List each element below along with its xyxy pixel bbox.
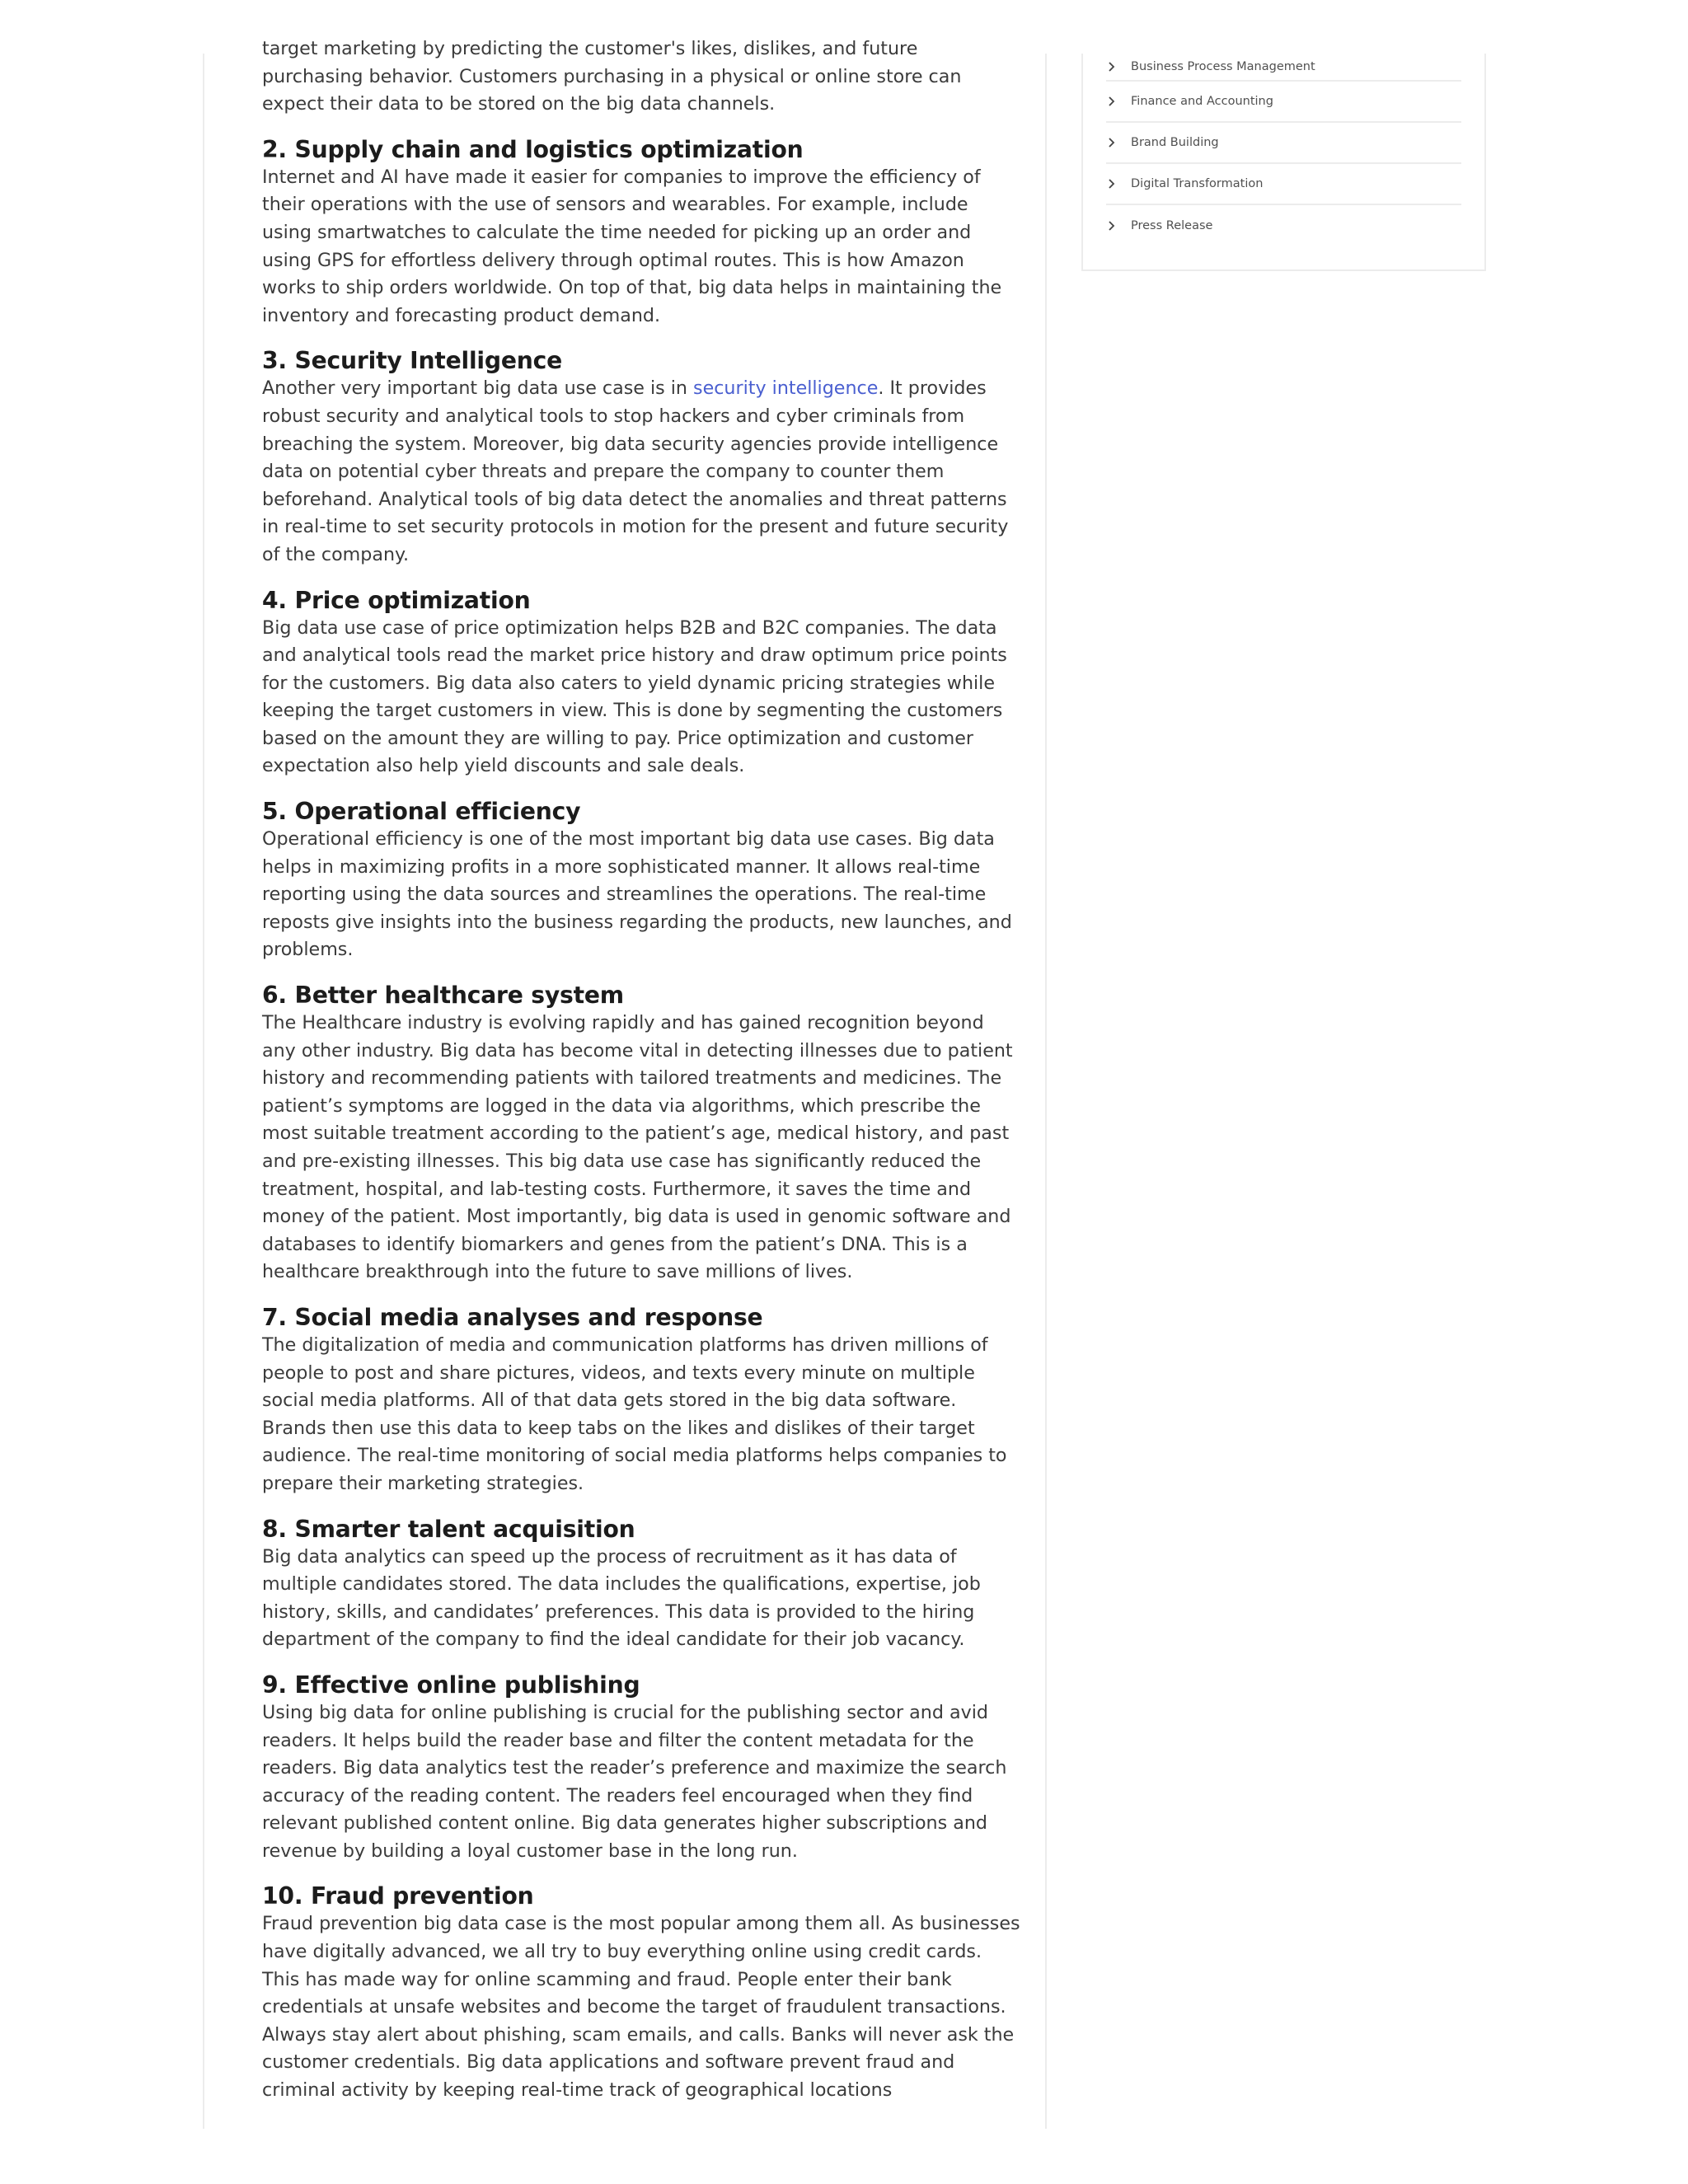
- section-fraud-prevention: [262, 1882, 1020, 2104]
- section-security-intelligence: [262, 347, 1020, 569]
- section-paragraph: Big data use case of price optimization helps B2B and B2C companies. The data and analytical tools read the market price history and draw optimum price points for the customers. Big data also caters to yield dynamic pricing strategies while keeping the target customers in view. This is done by segmenting the customers based on the amount they are willing to pay. Price optimization and customer expectation also help yield discounts and sale deals.: [262, 616, 1007, 777]
- intro-line: expect their data to be stored on the big data channels.: [262, 93, 776, 115]
- intro-line: target marketing by predicting the customer's likes, dislikes, and future: [262, 38, 918, 59]
- chevron-right-icon: [1106, 137, 1118, 148]
- section-heading: 10. Fraud prevention: [262, 1882, 534, 1910]
- section-talent-acquisition: [262, 1516, 1020, 1654]
- section-heading: 9. Effective online publishing: [262, 1671, 640, 1699]
- section-paragraph: Fraud prevention big data case is the most popular among them all. As businesses have digitally advanced, we all try to buy everything online using credit cards. This has made way for online scamming and fraud. People enter their bank credentials at unsafe websites and become the target of fraudulent transactions. Always stay alert about phishing, scam emails, and calls. Banks will never ask the customer credentials. Big data applications and software prevent fraud and criminal activity by keeping real-time track of geographical locations: [262, 1913, 1020, 2102]
- paragraph-text: . It provides robust security and analytical tools to stop hackers and cyber criminals from breaching the system. Moreover, big data security agencies provide intelligence data on potential cyber threats and prepare the company to counter them beforehand. Analytical tools of big data detect the anomalies and threat patterns in real-time to set security protocols in motion for the present and future security of the company.: [262, 377, 1009, 565]
- section-heading: 8. Smarter talent acquisition: [262, 1515, 635, 1543]
- section-heading: 4. Price optimization: [262, 586, 531, 614]
- section-price-optimization: [262, 587, 1020, 781]
- section-operational-efficiency: [262, 798, 1020, 964]
- section-heading: 5. Operational efficiency: [262, 798, 581, 826]
- section-social-media: [262, 1304, 1020, 1498]
- paragraph-text: Another very important big data use case is in: [262, 377, 694, 400]
- chevron-right-icon: [1106, 220, 1118, 232]
- category-item-press-release[interactable]: [1106, 205, 1461, 246]
- article-content: [203, 38, 1047, 2129]
- section-paragraph: Internet and AI have made it easier for companies to improve the efficiency of their operations with the use of sensors and wearables. For example, include using smartwatches to calculate the time needed for picking up an order and using GPS for effortless delivery through optimal routes. This is how Amazon works to ship orders worldwide. On top of that, big data helps in maintaining the inventory and forecasting product demand.: [262, 166, 1002, 326]
- category-sidebar: [1081, 54, 1486, 271]
- section-paragraph: The digitalization of media and communication platforms has driven millions of people to post and share pictures, videos, and texts every minute on multiple social media platforms. All of that data gets stored in the big data software. Brands then use this data to keep tabs on the likes and dislikes of their target audience. The real-time monitoring of social media platforms helps companies to prepare their marketing strategies.: [262, 1333, 1007, 1494]
- section-supply-chain: [262, 136, 1020, 330]
- category-label: Digital Transformation: [1131, 177, 1264, 190]
- section-paragraph: The Healthcare industry is evolving rapidly and has gained recognition beyond any other industry. Big data has become vital in detecting illnesses due to patient history and recommending patients with tailored treatments and medicines. The patient’s symptoms are logged in the data via algorithms, which prescribe the most suitable treatment according to the patient’s age, medical history, and past and pre-existing illnesses. This big data use case has significantly reduced the treatment, hospital, and lab-testing costs. Furthermore, it saves the time and money of the patient. Most importantly, big data is used in genomic software and databases to identify biomarkers and genes from the patient’s DNA. This is a healthcare breakthrough into the future to save millions of lives.: [262, 1012, 1013, 1283]
- section-heading: 3. Security Intelligence: [262, 347, 563, 375]
- category-label: Business Process Management: [1131, 60, 1315, 73]
- section-paragraph: Big data analytics can speed up the process of recruitment as it has data of multiple candidates stored. The data includes the qualifications, expertise, job history, skills, and candidates’ preferences. This data is provided to the hiring department of the company to find the ideal candidate for their job vacancy.: [262, 1545, 981, 1651]
- category-label: Finance and Accounting: [1131, 95, 1273, 108]
- section-paragraph: Operational efficiency is one of the most important big data use cases. Big data helps in maximizing profits in a more sophisticated manner. It allows real-time reporting using the data sources and streamlines the operations. The real-time reposts give insights into the business regarding the products, new launches, and problems.: [262, 828, 1012, 961]
- section-paragraph: Using big data for online publishing is crucial for the publishing sector and avid readers. It helps build the reader base and filter the content metadata for the readers. Big data analytics test the reader’s preference and maximize the search accuracy of the reading content. The readers feel encouraged when they find relevant published content online. Big data generates higher subscriptions and revenue by building a loyal customer base in the long run.: [262, 1701, 1007, 1862]
- category-item-business-process-management[interactable]: [1106, 54, 1461, 82]
- chevron-right-icon: [1106, 96, 1118, 107]
- category-label: Press Release: [1131, 219, 1213, 232]
- chevron-right-icon: [1106, 178, 1118, 190]
- intro-line: purchasing behavior. Customers purchasing in a physical or online store can: [262, 65, 962, 87]
- article-body: [262, 35, 1020, 2105]
- category-list: [1083, 54, 1484, 246]
- section-paragraph: [262, 375, 1020, 569]
- section-heading: 7. Social media analyses and response: [262, 1303, 763, 1331]
- intro-paragraph: [262, 35, 1020, 119]
- section-online-publishing: [262, 1671, 1020, 1866]
- category-item-brand-building[interactable]: [1106, 123, 1461, 164]
- section-heading: 6. Better healthcare system: [262, 982, 624, 1010]
- category-label: Brand Building: [1131, 136, 1219, 149]
- section-heading: 2. Supply chain and logistics optimization: [262, 135, 804, 163]
- category-item-finance-and-accounting[interactable]: [1106, 82, 1461, 123]
- chevron-right-icon: [1106, 61, 1118, 73]
- security-intelligence-link[interactable]: security intelligence: [693, 377, 879, 400]
- section-healthcare: [262, 982, 1020, 1286]
- category-item-digital-transformation[interactable]: [1106, 164, 1461, 205]
